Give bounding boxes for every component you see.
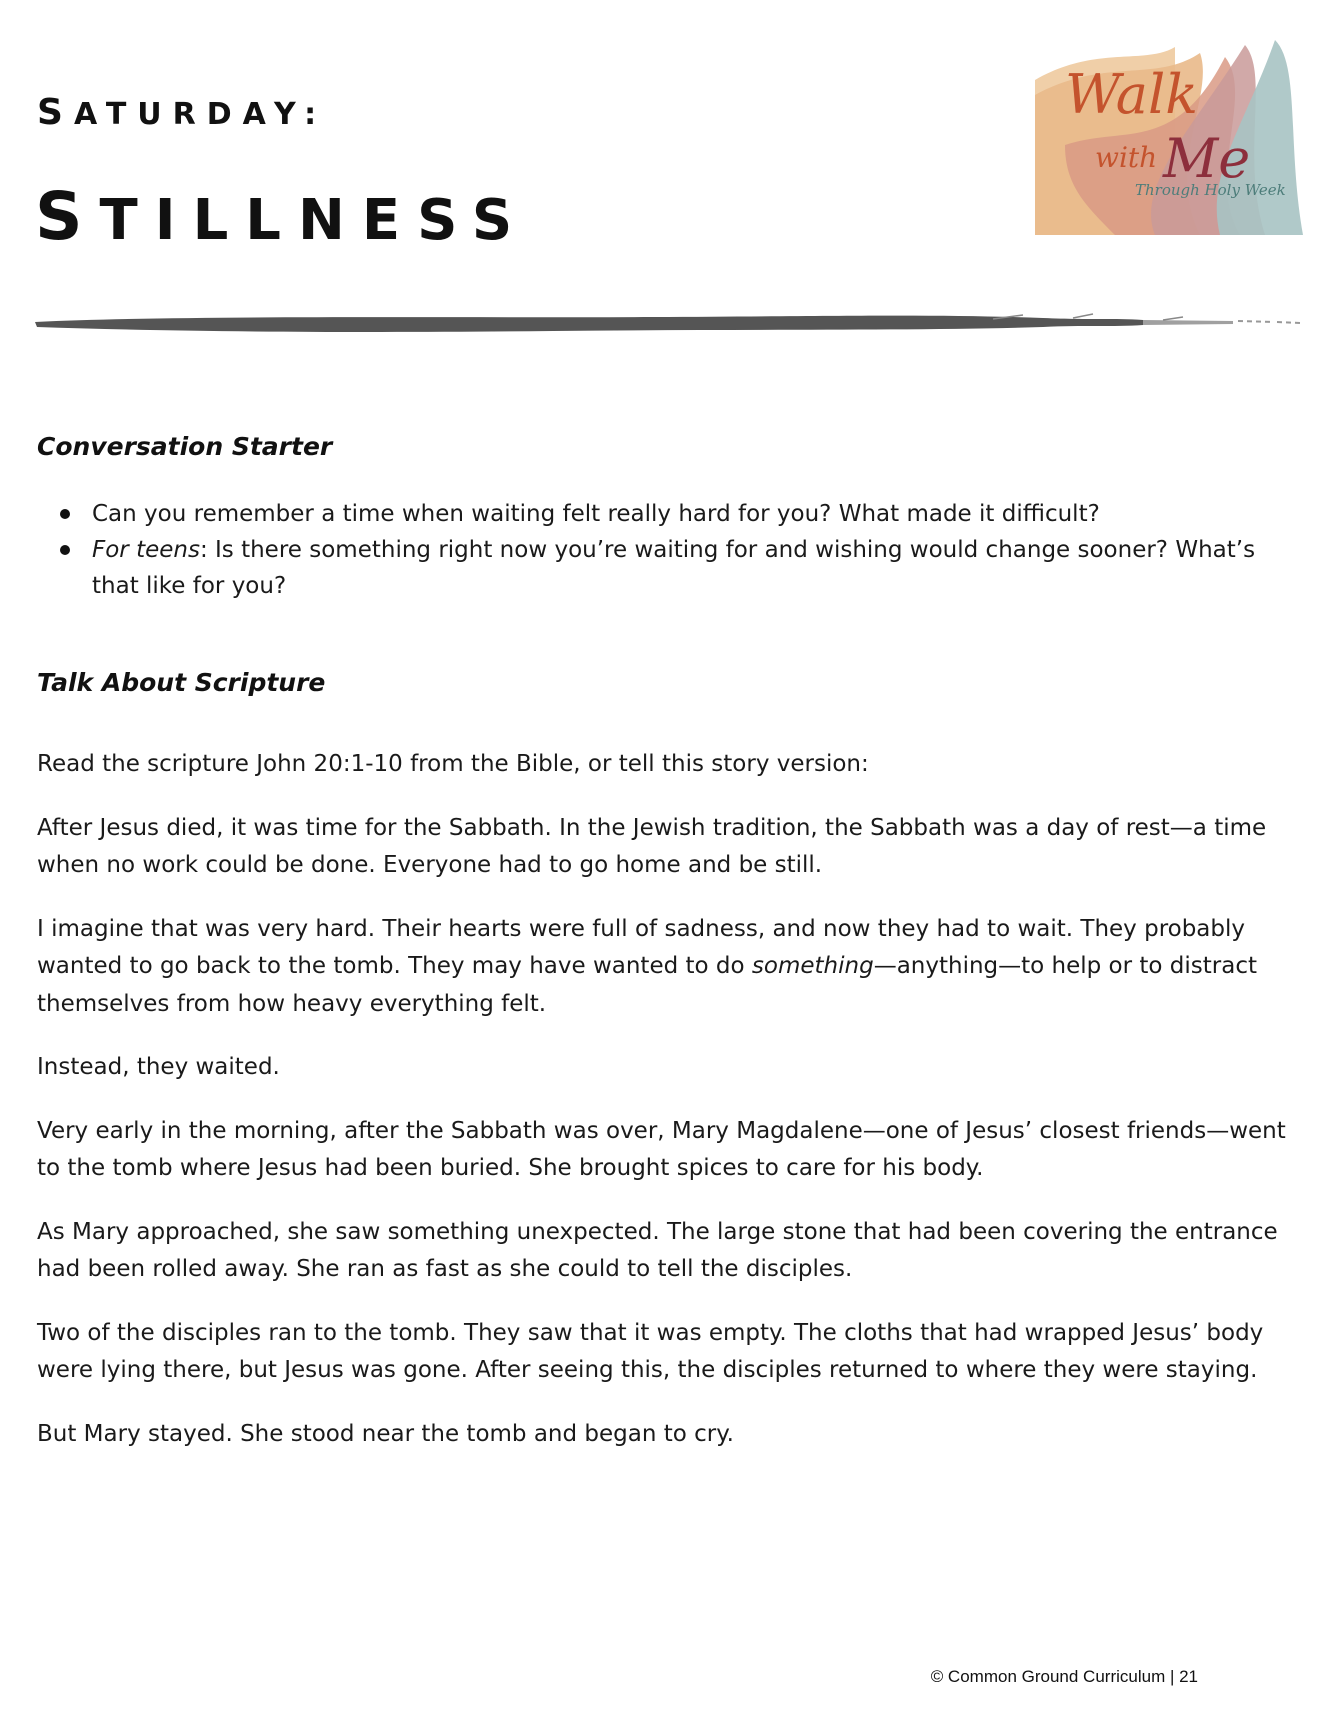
- svg-text:Me: Me: [1163, 127, 1251, 190]
- talk-about-scripture-heading: Talk About Scripture: [37, 668, 326, 697]
- story-paragraph: Instead, they waited.: [37, 1054, 280, 1080]
- story-paragraph: After Jesus died, it was time for the Sabbath. In the Jewish tradition, the Sabbath was a day of rest—a time when no work could be done. Everyone had to go home and be still.: [37, 814, 1267, 878]
- svg-text:Walk: Walk: [1065, 63, 1198, 126]
- story-paragraph: Very early in the morning, after the Sabbath was over, Mary Magdalene—one of Jesus’ closest friends—went to the tomb where Jesus had been buried. She brought spices to care for his body.: [37, 1117, 1286, 1181]
- conversation-starter-heading: Conversation Starter: [37, 432, 333, 461]
- story-paragraph: I imagine that was very hard. Their hearts were full of sadness, and now they had to wait. They probably wanted to go back to the tomb. They may have wanted to do something—anything—to help or to distract themselves from how heavy everything felt.: [37, 915, 1258, 1017]
- page-title: STILLNESS: [35, 178, 530, 255]
- brush-divider: [33, 312, 1303, 336]
- conversation-bullet-list: [55, 496, 1265, 604]
- day-label: SATURDAY:: [37, 92, 328, 133]
- bullet-icon: [60, 509, 70, 519]
- story-paragraph: But Mary stayed. She stood near the tomb and began to cry.: [37, 1420, 734, 1447]
- list-item: For teens: Is there something right now you’re waiting for and wishing would change sooner? What’s that like for you?: [55, 532, 1265, 604]
- bullet-icon: [60, 545, 70, 555]
- story-paragraph: Two of the disciples ran to the tomb. They saw that it was empty. The cloths that had wrapped Jesus’ body were lying there, but Jesus was gone. After seeing this, the disciples returned to where they were staying.: [37, 1319, 1264, 1383]
- page-footer: © Common Ground Curriculum | 21: [930, 1667, 1198, 1686]
- intro-paragraph: Read the scripture John 20:1-10 from the Bible, or tell this story version:: [37, 751, 869, 777]
- story-paragraph: As Mary approached, she saw something unexpected. The large stone that had been covering the entrance had been rolled away. She ran as fast as she could to tell the disciples.: [37, 1218, 1278, 1282]
- walk-with-me-logo: [1025, 35, 1303, 235]
- svg-text:Through Holy Week: Through Holy Week: [1135, 181, 1286, 199]
- list-item: Can you remember a time when waiting felt really hard for you? What made it difficult?: [55, 496, 1265, 532]
- svg-text:with: with: [1095, 141, 1158, 174]
- scripture-story: [37, 746, 1305, 1479]
